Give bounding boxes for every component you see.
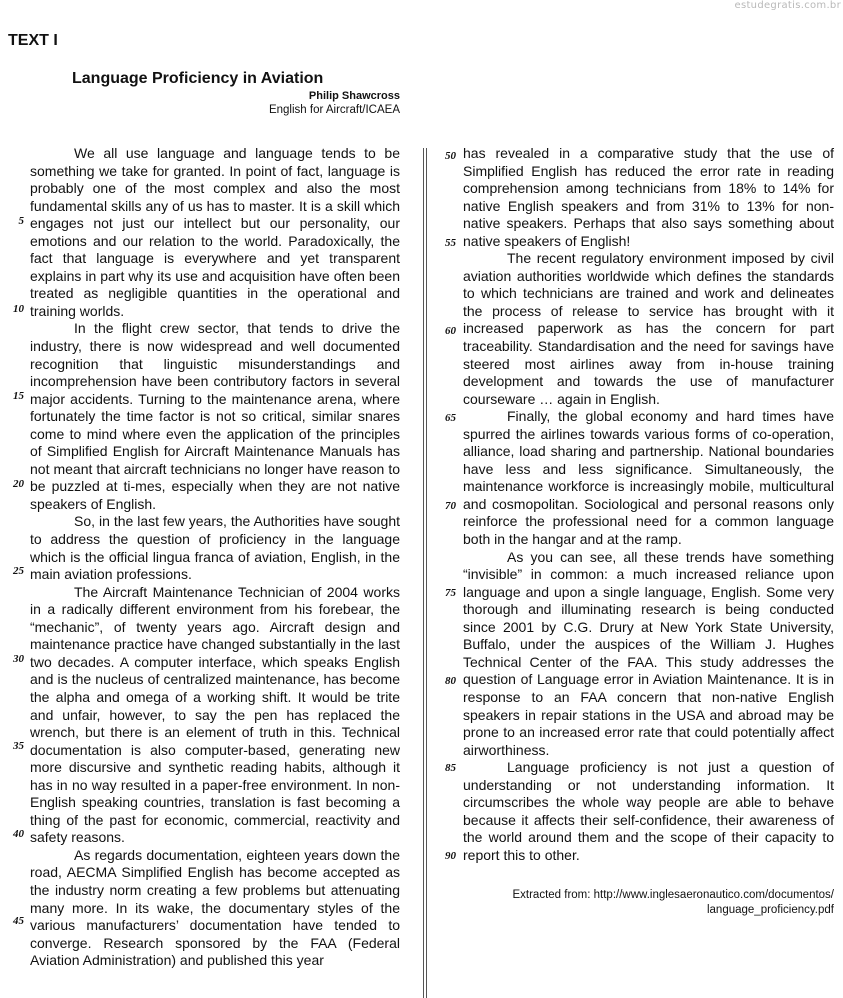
paragraph: So, in the last few years, the Authorities have sought to address the question of proficiency in the language which is the official lingua franca of aviation, English, in the main aviation professions. — [30, 513, 400, 583]
column-divider — [426, 148, 427, 998]
line-number: 70 — [445, 500, 456, 512]
paragraph: As regards documentation, eighteen years down the road, AECMA Simplified English has become accepted as the industry norm creating a few problems but attenuating many more. In its wake, the documentary styles of the various manufacturers’ documentation have tended to converge. Research sponsored by the FAA (Federal Aviation Administration) and published this year — [30, 846, 400, 969]
source-line: Extracted from: http://www.inglesaeronautico.com/documentos/ — [512, 889, 834, 901]
line-number: 5 — [18, 215, 24, 227]
line-number: 10 — [13, 303, 24, 315]
line-number: 50 — [445, 150, 456, 162]
line-number: 40 — [13, 828, 24, 840]
line-number: 65 — [445, 412, 456, 424]
line-number: 55 — [445, 237, 456, 249]
paragraph: Finally, the global economy and hard times have spurred the airlines towards various forms of co-operation, alliance, load sharing and partnership. National boundaries have less and less significance. Simultaneously, the maintenance workforce is increasingly mobile, multicultural and cosmopolitan. Sociological and personal reasons only reinforce the professional need for a common language both in the hangar and at the ramp. — [463, 408, 834, 548]
paragraph: The Aircraft Maintenance Technician of 2004 works in a radically different environment from his forebear, the “mechanic”, of twenty years ago. Aircraft design and maintenance practice have changed substantially in the last two decades. A computer interface, which speaks English and is the nucleus of centralized maintenance, has become the alpha and omega of a working shift. It would be trite and unfair, however, to say the pen has replaced the wrench, but there is an element of truth in this. Technical documentation is also computer-based, generating new more discursive and synthetic reading habits, although it has in no way resulted in a paper-free environment. In non-English speaking countries, translation is fast becoming a thing of the past for economic, commercial, reactivity and safety reasons. — [30, 583, 400, 846]
watermark: estudegratis.com.br — [734, 0, 841, 11]
source-line: language_proficiency.pdf — [706, 904, 834, 916]
line-number: 75 — [445, 587, 456, 599]
article-title: Language Proficiency in Aviation — [72, 70, 324, 87]
line-number: 20 — [13, 478, 24, 490]
paragraph: As you can see, all these trends have something “invisible” in common: a much increased reliance upon language and upon a single language, English. Some very thorough and illuminating research is being conducted since 2001 by C.G. Drury at New York State University, Buffalo, under the auspices of the William J. Hughes Technical Center of the FAA. This study addresses the question of Language error in Aviation Maintenance. It is in response to an FAA concern that non-native English speakers in repair stations in the USA and abroad may be prone to an increased error rate that could potentially affect airworthiness. — [463, 548, 834, 758]
line-number: 85 — [445, 762, 456, 774]
column-divider — [423, 148, 424, 998]
line-number: 35 — [13, 740, 24, 752]
line-number: 25 — [13, 565, 24, 577]
right-column — [463, 145, 834, 864]
paragraph: has revealed in a comparative study that the use of Simplified English has reduced the error rate in reading comprehension among technicians from 18% to 14% for native English speakers and from 31% to 13% for non-native speakers. Perhaps that also says something about native speakers of English! — [463, 145, 834, 249]
paragraph: We all use language and language tends to be something we take for granted. In point of fact, language is probably one of the most complex and also the most fundamental skills any of us has to master. It is a skill which engages not just our intellect but our personality, our emotions and our relation to the world. Paradoxically, the fact that language is everywhere and yet transparent explains in part why its use and acquisition have often been treated as negligible quantities in the operational and training worlds. — [30, 145, 400, 319]
line-number: 45 — [13, 915, 24, 927]
left-column — [30, 145, 400, 970]
article-affiliation: English for Aircraft/ICAEA — [268, 104, 400, 116]
article-author: Philip Shawcross — [308, 90, 400, 102]
line-number: 30 — [13, 653, 24, 665]
paragraph: In the flight crew sector, that tends to drive the industry, there is now widespread and well documented recognition that linguistic misunderstandings and incomprehension have been contributory factors in several major accidents. Turning to the maintenance arena, where fortunately the time factor is not so critical, similar snares come to mind where even the application of the principles of Simplified English for Aircraft Maintenance Manuals has not meant that aircraft technicians no longer have reason to be puzzled at ti-mes, especially when they are not native speakers of English. — [30, 320, 400, 512]
line-number: 90 — [445, 850, 456, 862]
section-label: TEXT I — [8, 32, 58, 49]
line-number: 15 — [13, 390, 24, 402]
paragraph: The recent regulatory environment imposed by civil aviation authorities worldwide which defines the standards to which technicians are trained and work and delineates the process of release to service has brought with it increased paperwork as has the concern for part traceability. Standardisation and the need for savings have steered most airlines away from in-house training development and towards the use of manufacturer courseware … again in English. — [463, 250, 834, 407]
line-number: 60 — [445, 325, 456, 337]
source-citation — [512, 888, 834, 918]
line-number: 80 — [445, 675, 456, 687]
paragraph: Language proficiency is not just a question of understanding or not understanding information. It circumscribes the whole way people are able to behave because it affects their self-confidence, their awareness of the world around them and the scope of their capacity to report this to other. — [463, 759, 834, 863]
